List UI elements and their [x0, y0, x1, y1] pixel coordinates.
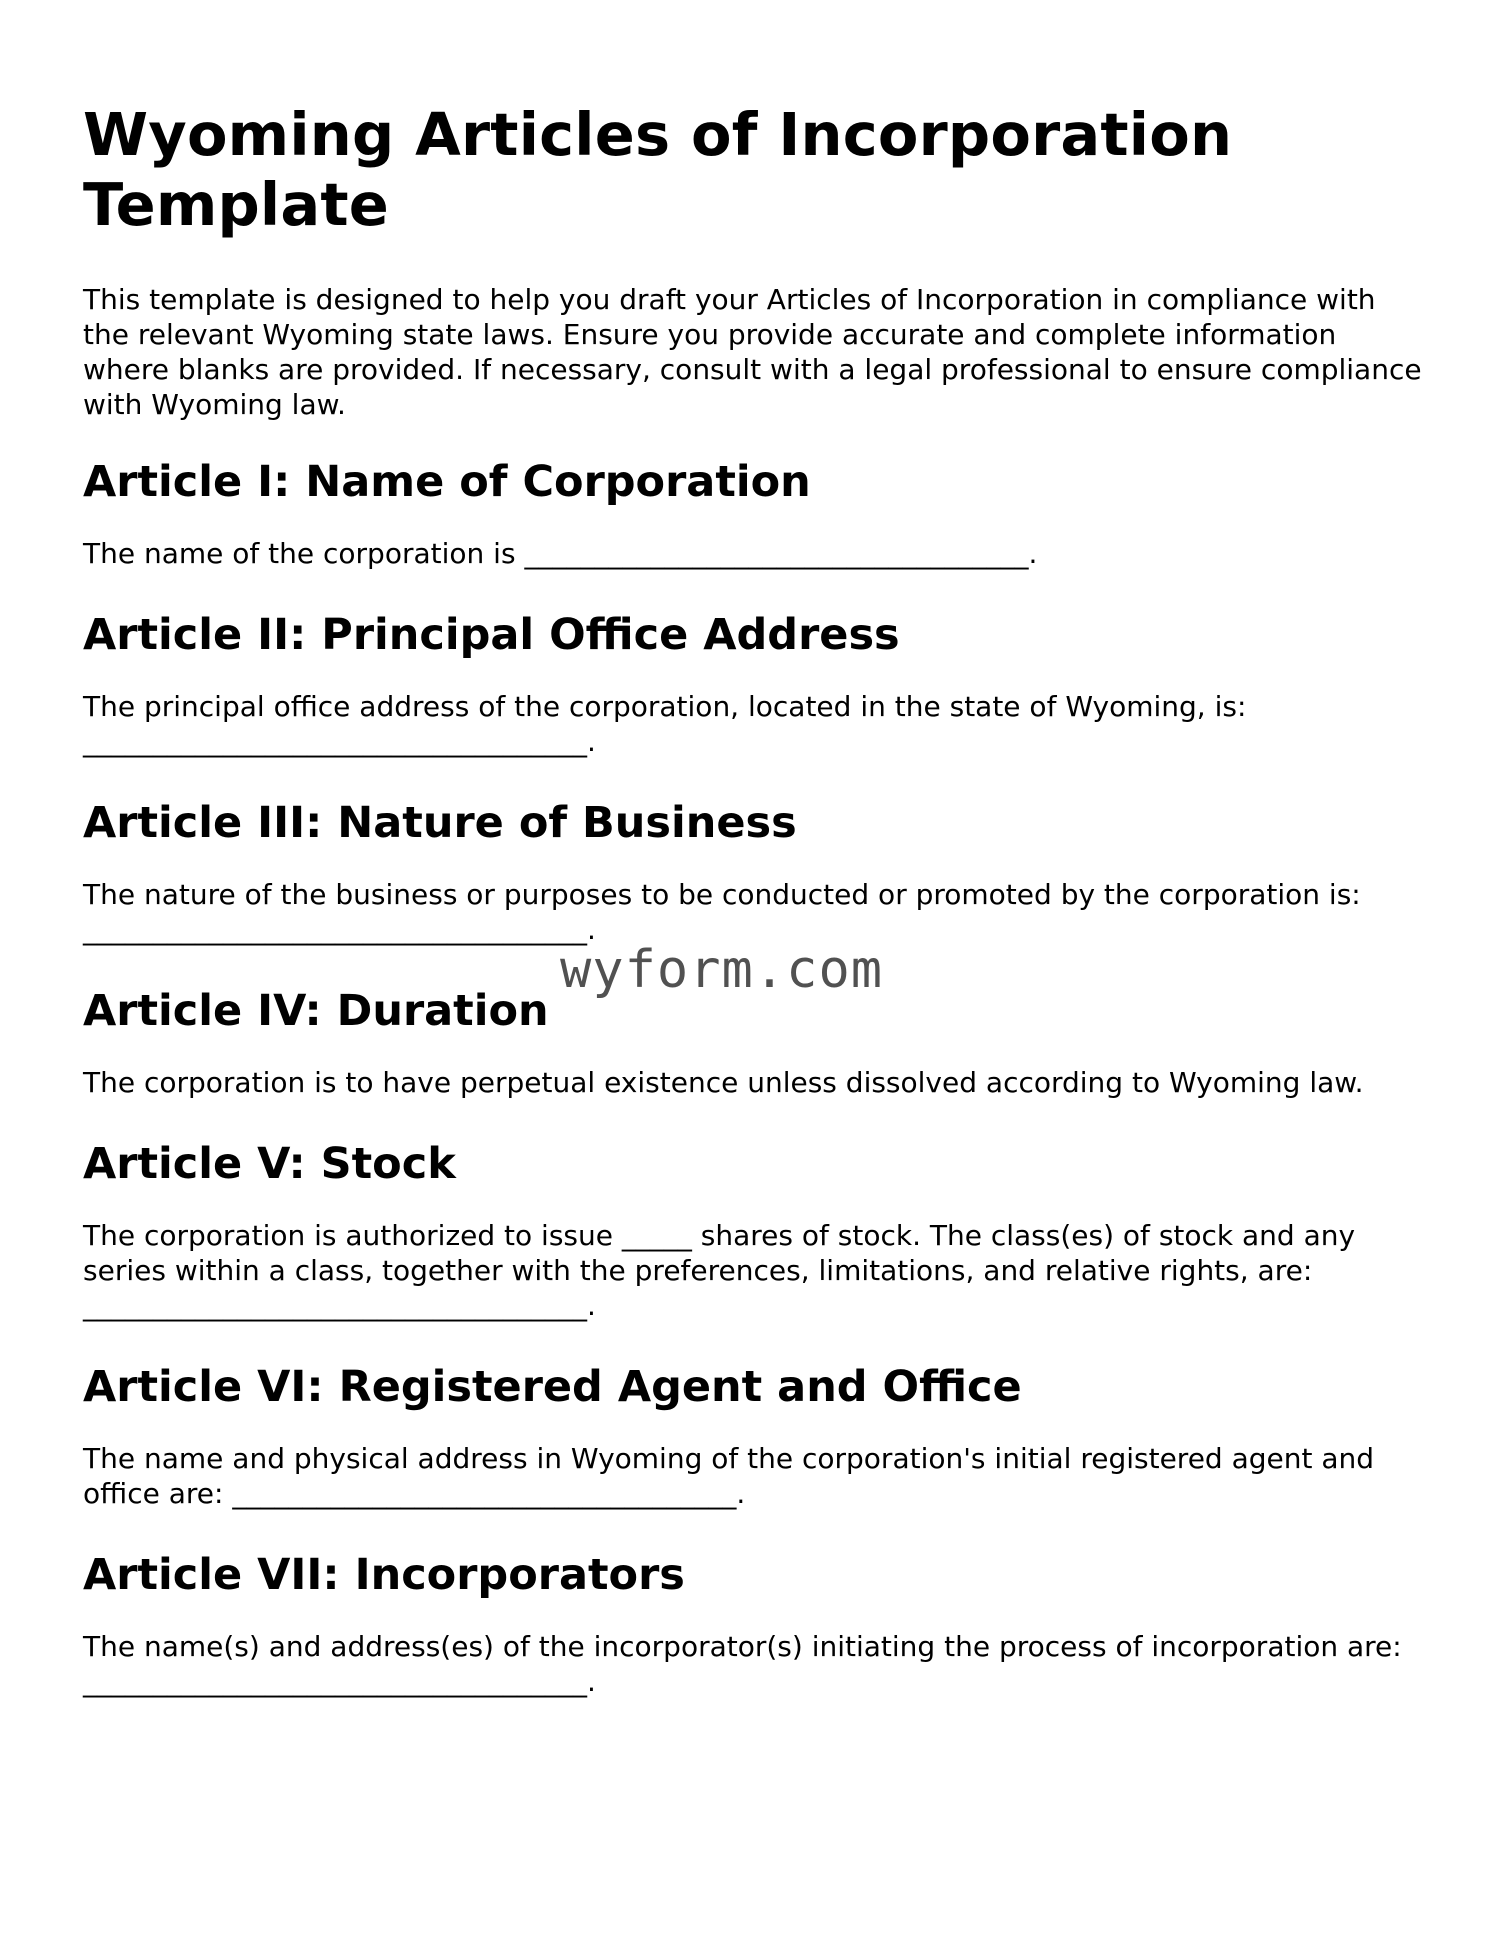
document-page: [83, 100, 1423, 1735]
article-heading: Article VII: Incorporators: [83, 1550, 685, 1600]
article-text: The principal office address of the corporation, located in the state of Wyoming, is: ____________________________________.: [83, 690, 1247, 758]
article-section: [83, 795, 1423, 947]
article-heading: Article II: Principal Office Address: [83, 610, 900, 660]
intro-paragraph: This template is designed to help you draft your Articles of Incorporation in compliance with the relevant Wyoming state laws. Ensure you provide accurate and complete information where blanks are provided. If necessary, consult with a legal professional to ensure compliance with Wyoming law.: [83, 283, 1422, 421]
article-heading: Article IV: Duration: [83, 986, 549, 1036]
article-heading: Article III: Nature of Business: [83, 798, 797, 848]
article-text: The name and physical address in Wyoming of the corporation's initial registered agent and office are: ____________________________________.: [83, 1442, 1375, 1510]
article-heading: Article I: Name of Corporation: [83, 457, 811, 507]
document-title: Wyoming Articles of Incorporation Template: [83, 100, 1233, 239]
article-text: The name(s) and address(es) of the incorporator(s) initiating the process of incorporation are: ____________________________________.: [83, 1630, 1402, 1698]
article-section: [83, 1136, 1423, 1323]
article-section: [83, 454, 1423, 571]
article-text: The nature of the business or purposes to be conducted or promoted by the corporation is: ____________________________________.: [83, 878, 1361, 946]
article-section: [83, 607, 1423, 759]
article-section: [83, 1547, 1423, 1699]
watermark: wyform.com: [560, 940, 884, 1000]
article-heading: Article VI: Registered Agent and Office: [83, 1362, 1022, 1412]
article-text: The name of the corporation is ____________________________________.: [83, 537, 1038, 570]
article-section: [83, 983, 1423, 1100]
article-section: [83, 1359, 1423, 1511]
article-text: The corporation is to have perpetual existence unless dissolved according to Wyoming law.: [83, 1066, 1364, 1099]
article-text: The corporation is authorized to issue _____ shares of stock. The class(es) of stock and any series within a class, together with the preferences, limitations, and relative rights, are: ____________________________________.: [83, 1219, 1356, 1322]
article-heading: Article V: Stock: [83, 1139, 456, 1189]
